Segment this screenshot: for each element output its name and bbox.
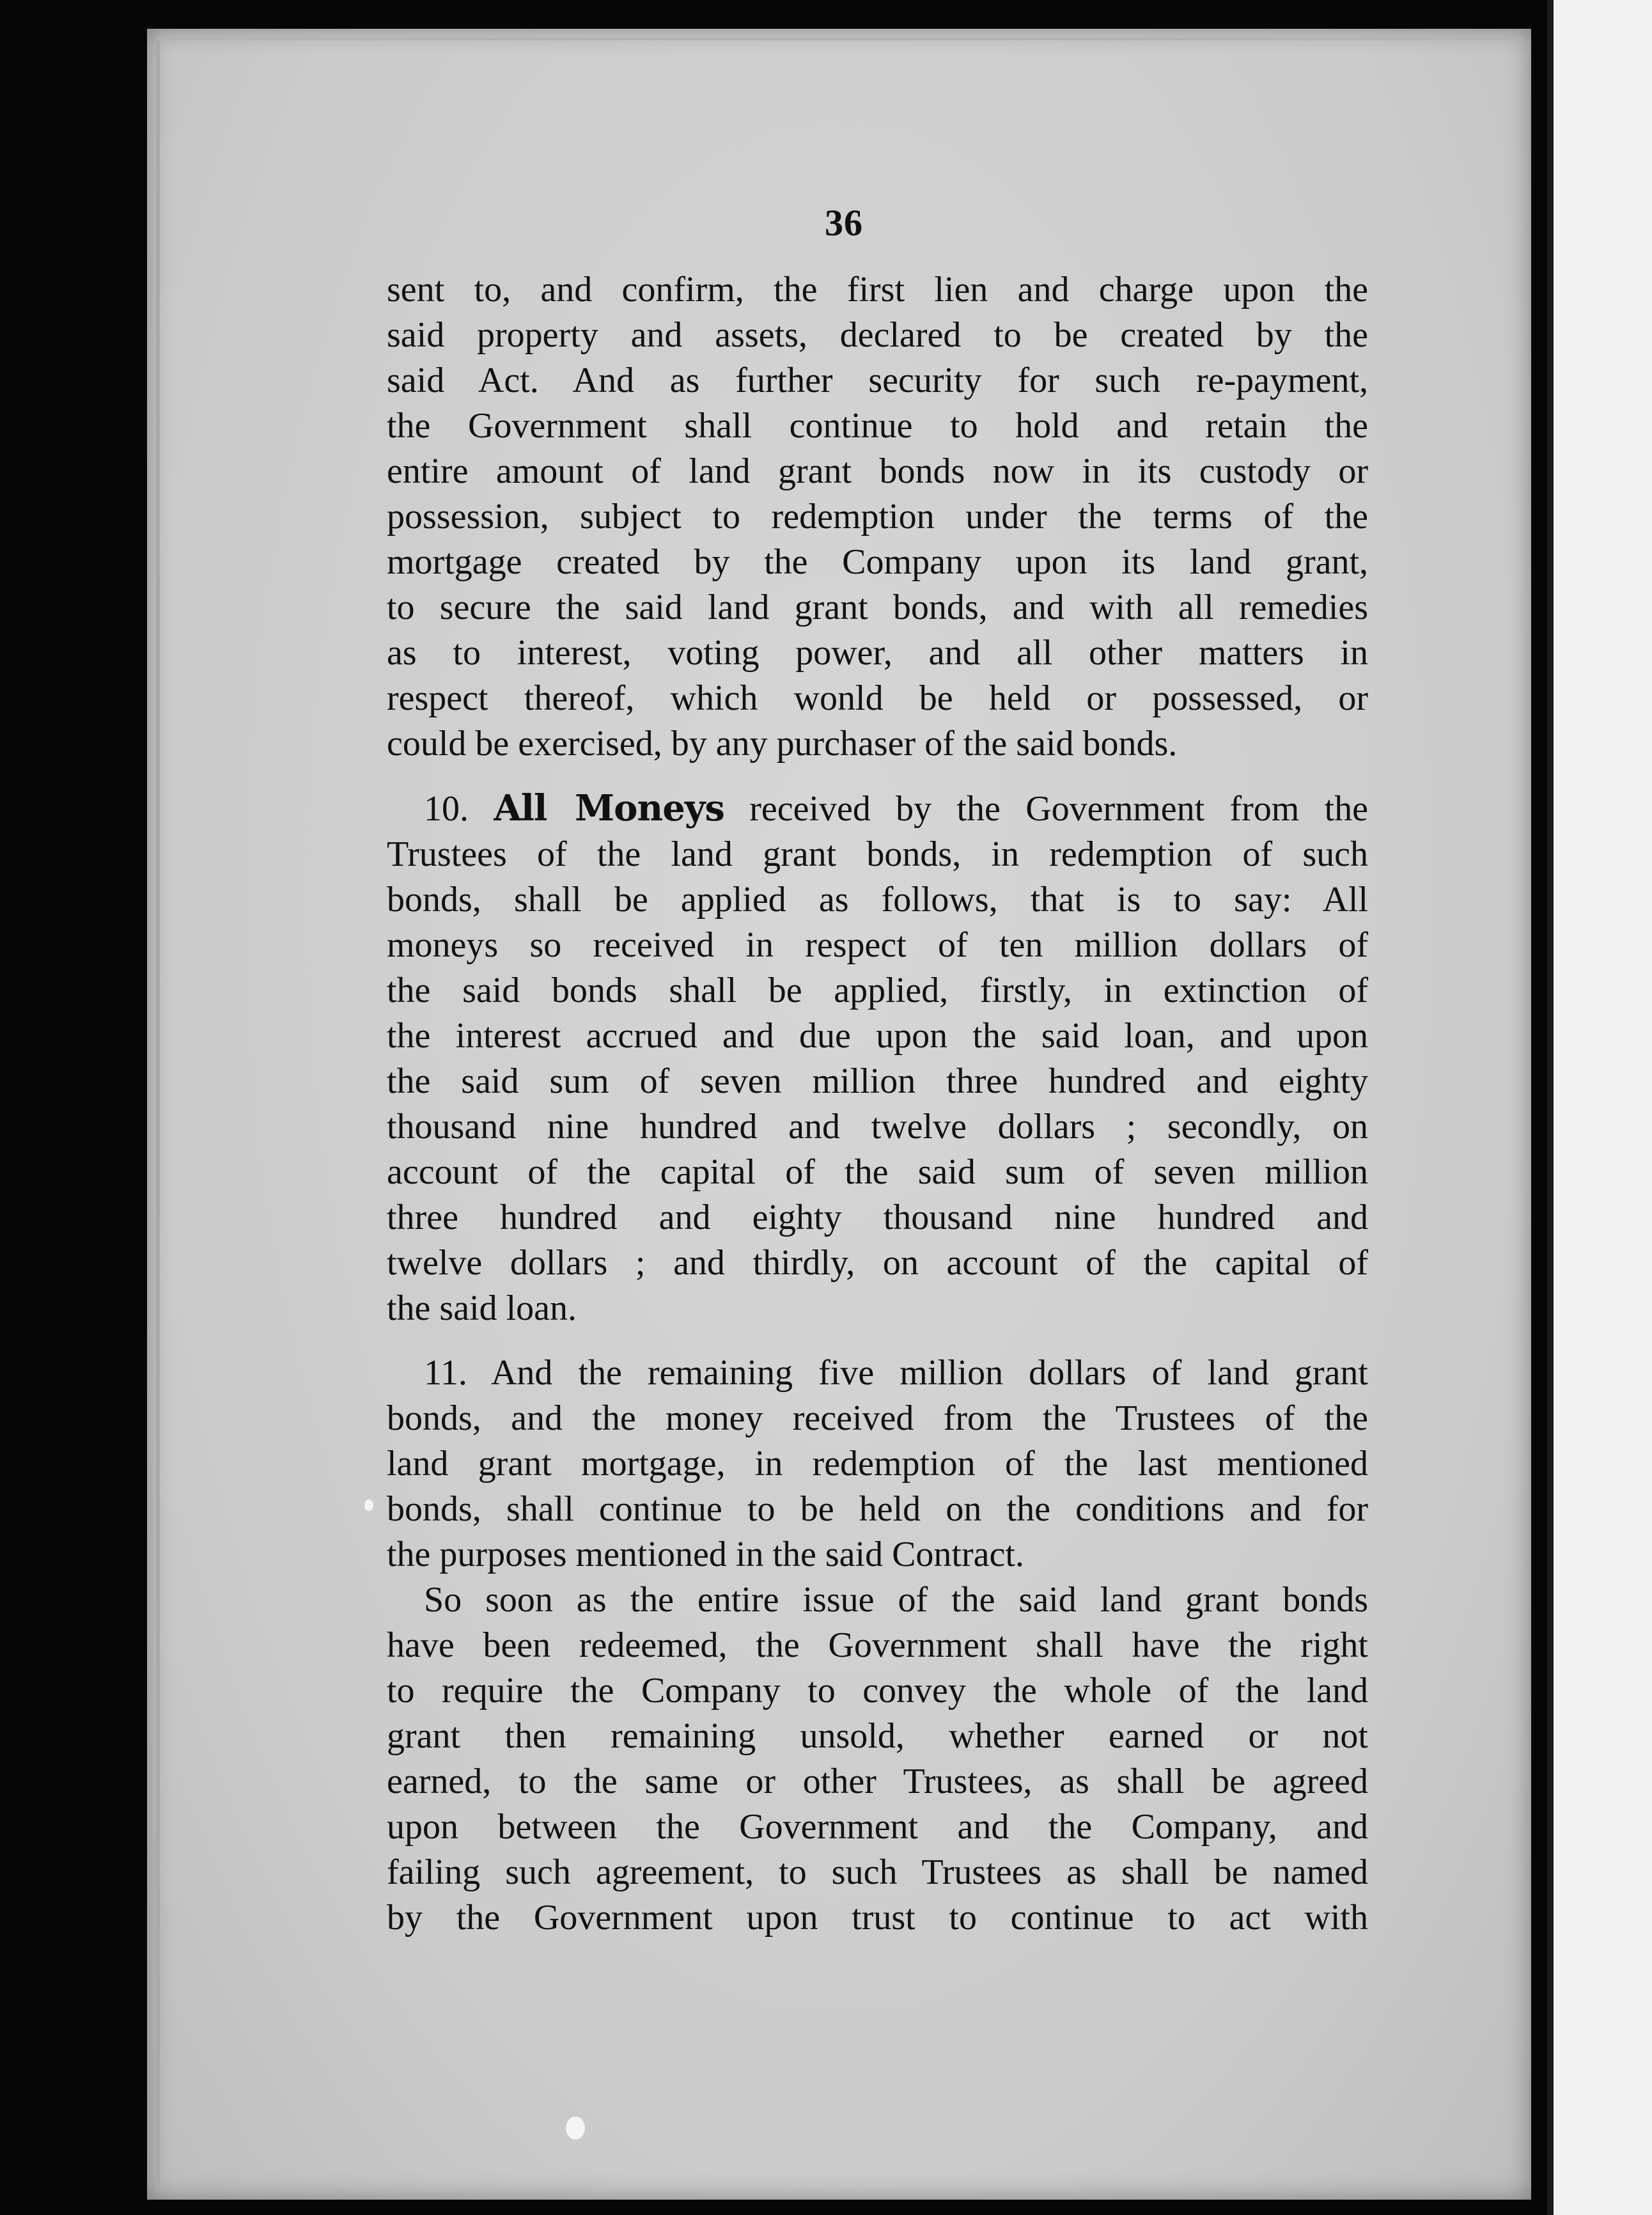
text-line: the said bonds shall be applied, firstly, in extinction of xyxy=(387,971,1368,1010)
text-line: by the Government upon trust to continue to act with xyxy=(387,1898,1368,1937)
text-line: the said loan. xyxy=(387,1288,577,1328)
paragraph-number: 11. xyxy=(424,1353,467,1393)
text-line: account of the capital of the said sum of seven million xyxy=(387,1152,1368,1192)
text-line: sent to, and confirm, the first lien and charge upon the xyxy=(387,270,1368,309)
page-number: 36 xyxy=(825,202,863,244)
text-line: three hundred and eighty thousand nine hundred and xyxy=(387,1198,1368,1237)
text-line: failing such agreement, to such Trustees as shall be named xyxy=(387,1852,1368,1892)
text-line: mortgage created by the Company upon its land grant, xyxy=(387,542,1368,582)
text-line: twelve dollars ; and thirdly, on account of the capital of xyxy=(387,1243,1368,1283)
text-line: the interest accrued and due upon the said loan, and upon xyxy=(387,1016,1368,1056)
text-line: moneys so received in respect of ten million dollars of xyxy=(387,925,1368,965)
text-line: Trustees of the land grant bonds, in redemption of such xyxy=(387,834,1368,874)
scan-speck xyxy=(364,1499,373,1511)
text-line xyxy=(387,786,1368,832)
adjacent-page-edge xyxy=(1547,0,1652,2215)
paragraph-11 xyxy=(387,1350,1368,1577)
paragraph-continuation xyxy=(387,267,1368,767)
text-line: could be exercised, by any purchaser of the said bonds. xyxy=(387,724,1178,763)
text-line: the said sum of seven million three hundred and eighty xyxy=(387,1061,1368,1101)
text-line: the Government shall continue to hold and retain the xyxy=(387,406,1368,446)
text-line: have been redeemed, the Government shall have the right xyxy=(387,1625,1368,1665)
text-line: said Act. And as further security for such re-payment, xyxy=(387,361,1368,400)
text-line: as to interest, voting power, and all other matters in xyxy=(387,633,1368,673)
text-line: earned, to the same or other Trustees, as shall be agreed xyxy=(387,1762,1368,1801)
body-text xyxy=(387,267,1368,1941)
text-line: So soon as the entire issue of the said land grant bonds xyxy=(424,1580,1368,1620)
text-line-remainder: And the remaining five million dollars of land grant xyxy=(490,1353,1368,1393)
scan-speck xyxy=(566,2117,585,2140)
paragraph-so-soon xyxy=(387,1577,1368,1941)
text-line: thousand nine hundred and twelve dollars ; secondly, on xyxy=(387,1107,1368,1147)
text-line: respect thereof, which wonld be held or possessed, or xyxy=(387,678,1368,718)
text-line: bonds, shall continue to be held on the conditions and for xyxy=(387,1489,1368,1529)
paragraph-number: 10. xyxy=(424,789,469,829)
text-line: upon between the Government and the Company, and xyxy=(387,1807,1368,1847)
text-line: the purposes mentioned in the said Contract. xyxy=(387,1535,1024,1574)
paragraph-10 xyxy=(387,786,1368,1331)
text-line: bonds, shall be applied as follows, that is to say: All xyxy=(387,880,1368,920)
text-line: bonds, and the money received from the Trustees of the xyxy=(387,1398,1368,1438)
blackletter-lead-words: All Moneys xyxy=(494,787,724,829)
text-line: to secure the said land grant bonds, and with all remedies xyxy=(387,588,1368,627)
text-line xyxy=(387,1350,1368,1396)
text-line: grant then remaining unsold, whether earned or not xyxy=(387,1716,1368,1756)
text-line: said property and assets, declared to be created by the xyxy=(387,315,1368,355)
text-line: entire amount of land grant bonds now in its custody or xyxy=(387,451,1368,491)
text-line: land grant mortgage, in redemption of the last mentioned xyxy=(387,1444,1368,1483)
text-line: possession, subject to redemption under the terms of the xyxy=(387,497,1368,536)
text-line-remainder: received by the Government from the xyxy=(749,789,1369,829)
text-line: to require the Company to convey the whole of the land xyxy=(387,1671,1368,1710)
